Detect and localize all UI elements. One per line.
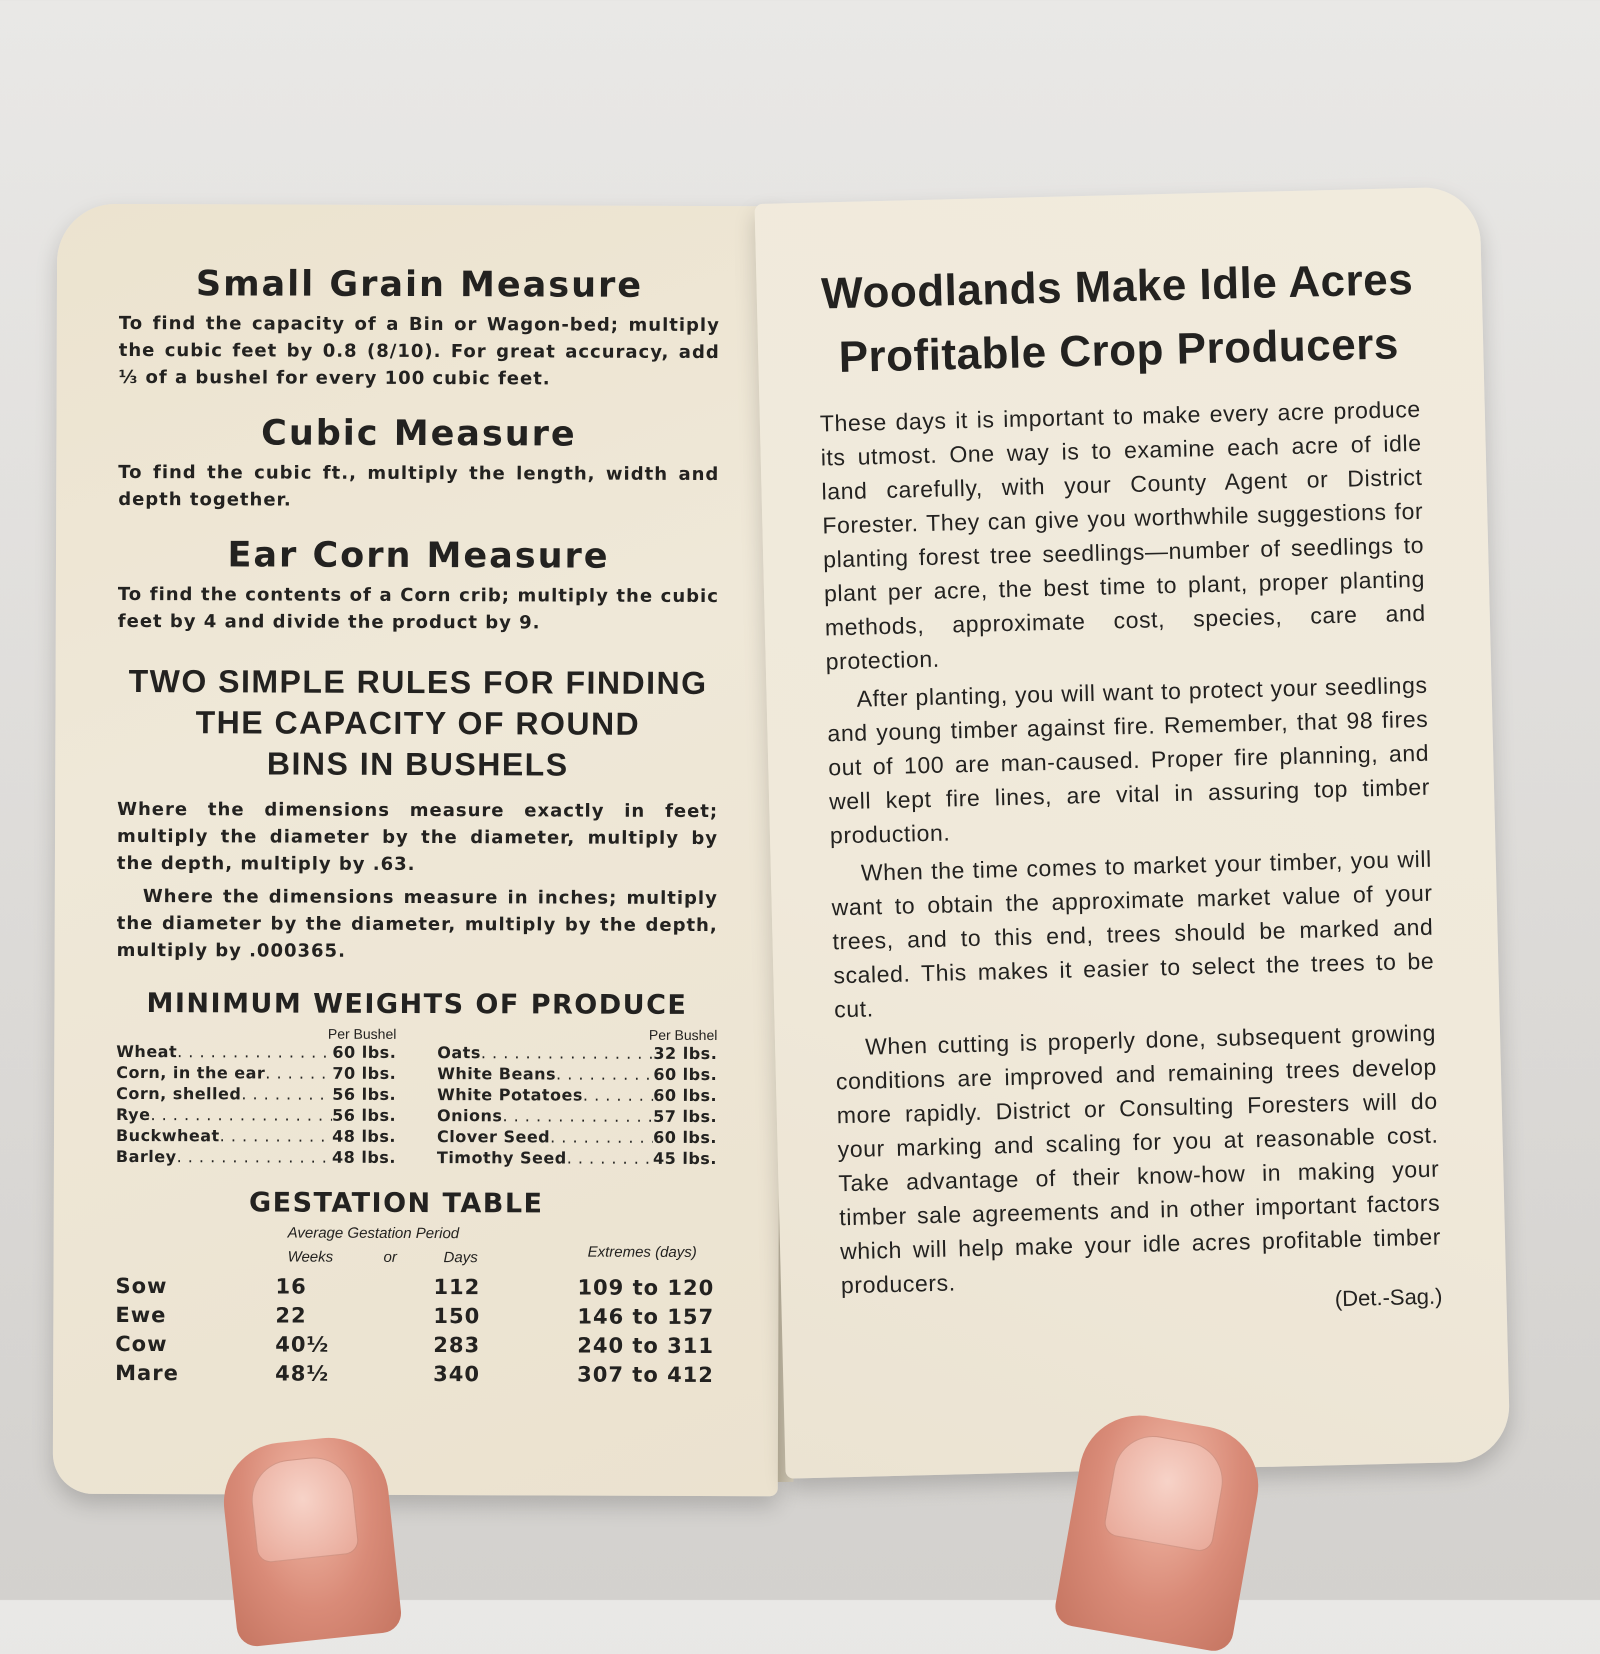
dot-leader xyxy=(241,1083,332,1104)
produce-name: Oats xyxy=(437,1043,481,1063)
weights-column-1 xyxy=(116,1025,396,1168)
dot-leader xyxy=(583,1085,653,1106)
produce-name: Timothy Seed xyxy=(436,1148,567,1168)
gestation-row xyxy=(115,1303,716,1334)
weight-row xyxy=(116,1104,396,1126)
gestation-row xyxy=(115,1361,716,1392)
gestation-days: 283 xyxy=(433,1333,481,1358)
weight-row xyxy=(116,1062,396,1084)
weights-title: MINIMUM WEIGHTS OF PRODUCE xyxy=(146,988,688,1021)
weight-row xyxy=(437,1084,717,1106)
weight-row xyxy=(116,1041,396,1063)
dot-leader xyxy=(220,1125,333,1146)
source-signature: (Det.-Sag.) xyxy=(1334,1283,1443,1312)
cubic-text: To find the cubic ft., multiply the length, width and depth together. xyxy=(118,461,720,511)
dot-leader xyxy=(502,1105,653,1127)
weight-row xyxy=(437,1042,717,1064)
dot-leader xyxy=(177,1146,333,1168)
extremes-header: Extremes (days) xyxy=(587,1243,697,1261)
woodlands-paragraph-2: After planting, you will want to protect your seedlings and young timber against fire. Remember, that 98 fires out of 100 are man-caused. Proper fire planning, and well kept fire lines, are vital in assuring top timber production. xyxy=(827,671,1431,849)
dot-leader xyxy=(150,1104,332,1126)
right-thumbnail xyxy=(1102,1430,1229,1553)
weight-row xyxy=(116,1146,396,1168)
average-gestation-label: Average Gestation Period xyxy=(287,1224,460,1243)
small-grain-title: Small Grain Measure xyxy=(195,264,644,306)
produce-name: White Potatoes xyxy=(437,1085,583,1105)
round-bins-title-line2: THE CAPACITY OF ROUND xyxy=(195,704,641,742)
produce-weight: 48 lbs. xyxy=(332,1147,396,1167)
produce-weight: 32 lbs. xyxy=(653,1043,718,1064)
produce-weight: 60 lbs. xyxy=(653,1127,718,1148)
ear-corn-title: Ear Corn Measure xyxy=(227,535,610,577)
produce-name: Rye xyxy=(116,1104,151,1125)
gestation-rows xyxy=(115,1274,716,1392)
or-label: or xyxy=(383,1248,397,1266)
weight-row xyxy=(437,1147,717,1169)
cubic-title: Cubic Measure xyxy=(261,413,577,455)
weight-row xyxy=(437,1126,717,1148)
produce-name: Wheat xyxy=(116,1041,178,1062)
ear-corn-text: To find the contents of a Corn crib; multiply the cubic feet by 4 and divide the product by 9. xyxy=(117,583,719,634)
produce-weight: 70 lbs. xyxy=(332,1063,397,1083)
small-grain-text: To find the capacity of a Bin or Wagon-bed; multiply the cubic feet by 0.8 (8/10). For great accuracy, add ⅓ of a bushel for every 100 cubic feet. xyxy=(118,312,720,390)
weight-row xyxy=(116,1083,396,1105)
produce-weight: 48 lbs. xyxy=(332,1126,397,1146)
gestation-days: 340 xyxy=(433,1362,481,1387)
gestation-title: GESTATION TABLE xyxy=(248,1187,544,1220)
woodlands-paragraph-1: These days it is important to make every acre produce its utmost. One way is to examine each acre of idle land carefully, with your County Agent or District Forester. They can give you worthwhile suggestions for planting forest tree seedlings—number of seedlings to plant per acre, the best time to plant, proper planting methods, approximate cost, species, care and protection. xyxy=(819,395,1427,675)
produce-weight: 57 lbs. xyxy=(653,1106,718,1127)
left-page-content xyxy=(115,264,720,1392)
woodlands-paragraph-3: When the time comes to market your timber, you will want to obtain the approximate market value of your trees, and to this end, trees should be marked and scaled. This makes it easier to select the trees to be cut. xyxy=(831,845,1435,1023)
produce-weight: 60 lbs. xyxy=(653,1064,718,1085)
produce-name: Barley xyxy=(115,1146,177,1167)
gestation-weeks: 48½ xyxy=(275,1361,330,1386)
per-bushel-label: Per Bushel xyxy=(327,1025,397,1042)
round-bins-rule-feet: Where the dimensions measure exactly in feet; multiply the diameter by the diameter, multiply by the depth, multiply by .63. xyxy=(116,798,719,875)
produce-name: Clover Seed xyxy=(436,1127,551,1147)
produce-weight: 56 lbs. xyxy=(332,1105,397,1125)
gestation-days: 112 xyxy=(433,1275,481,1300)
right-page xyxy=(755,186,1511,1478)
gestation-animal: Cow xyxy=(115,1331,168,1357)
woodlands-paragraph-4: When cutting is properly done, subsequent growing conditions are improved and remaining trees develop more rapidly. District or Consulting Foresters will do your marking and scaling for you at reasonable cost. Take advantage of their know-how in making your timber sale agreements and in other important factors which will help make your idle acres profitable timber producers. xyxy=(835,1019,1442,1299)
left-thumbnail xyxy=(248,1453,360,1563)
gestation-extremes: 307 to 412 xyxy=(577,1362,714,1388)
woodlands-title-line1: Woodlands Make Idle Acres xyxy=(820,254,1414,319)
woodlands-title xyxy=(816,248,1420,391)
produce-weight: 60 lbs. xyxy=(332,1042,397,1062)
gestation-row xyxy=(115,1274,716,1305)
left-page xyxy=(53,204,782,1497)
gestation-extremes: 146 to 157 xyxy=(577,1304,715,1330)
left-thumb xyxy=(218,1432,403,1648)
per-bushel-label: Per Bushel xyxy=(648,1026,718,1044)
dot-leader xyxy=(567,1148,653,1169)
produce-weight: 60 lbs. xyxy=(653,1085,718,1106)
produce-name: Corn, in the ear xyxy=(116,1062,266,1083)
right-page-content xyxy=(816,248,1443,1324)
round-bins-rule-inches: Where the dimensions measure in inches; multiply the diameter by the diameter, multiply by the depth, multiply by .000365. xyxy=(116,886,718,962)
dot-leader xyxy=(481,1042,654,1064)
gestation-weeks: 40½ xyxy=(275,1332,330,1357)
produce-name: White Beans xyxy=(437,1064,557,1084)
round-bins-title-line3: BINS IN BUSHELS xyxy=(266,745,569,783)
produce-name: Corn, shelled xyxy=(116,1083,242,1104)
dot-leader xyxy=(265,1062,332,1083)
gestation-animal: Mare xyxy=(115,1360,179,1386)
dot-leader xyxy=(550,1126,653,1147)
days-header: Days xyxy=(443,1249,478,1267)
weight-row xyxy=(437,1063,717,1085)
weights-table xyxy=(116,1025,717,1169)
gestation-animal: Ewe xyxy=(115,1302,167,1328)
gestation-weeks: 22 xyxy=(275,1303,307,1328)
gestation-extremes: 109 to 120 xyxy=(577,1275,715,1301)
round-bins-title-line1: TWO SIMPLE RULES FOR FINDING xyxy=(128,662,708,702)
weight-row xyxy=(437,1105,717,1127)
gestation-weeks: 16 xyxy=(275,1274,307,1299)
dot-leader xyxy=(556,1063,653,1084)
produce-weight: 56 lbs. xyxy=(332,1084,397,1104)
weeks-header: Weeks xyxy=(287,1248,334,1266)
woodlands-title-line2: Profitable Crop Producers xyxy=(838,319,1400,383)
round-bins-title xyxy=(117,661,718,786)
gestation-extremes: 240 to 311 xyxy=(577,1333,715,1359)
gestation-header xyxy=(116,1222,717,1276)
weight-row xyxy=(116,1125,396,1147)
gestation-days: 150 xyxy=(433,1304,481,1329)
produce-name: Buckwheat xyxy=(115,1125,220,1146)
produce-name: Onions xyxy=(437,1106,503,1126)
gestation-row xyxy=(115,1332,716,1363)
gestation-animal: Sow xyxy=(115,1273,168,1299)
weights-column-2 xyxy=(437,1026,717,1169)
produce-weight: 45 lbs. xyxy=(653,1148,717,1169)
dot-leader xyxy=(177,1041,332,1063)
